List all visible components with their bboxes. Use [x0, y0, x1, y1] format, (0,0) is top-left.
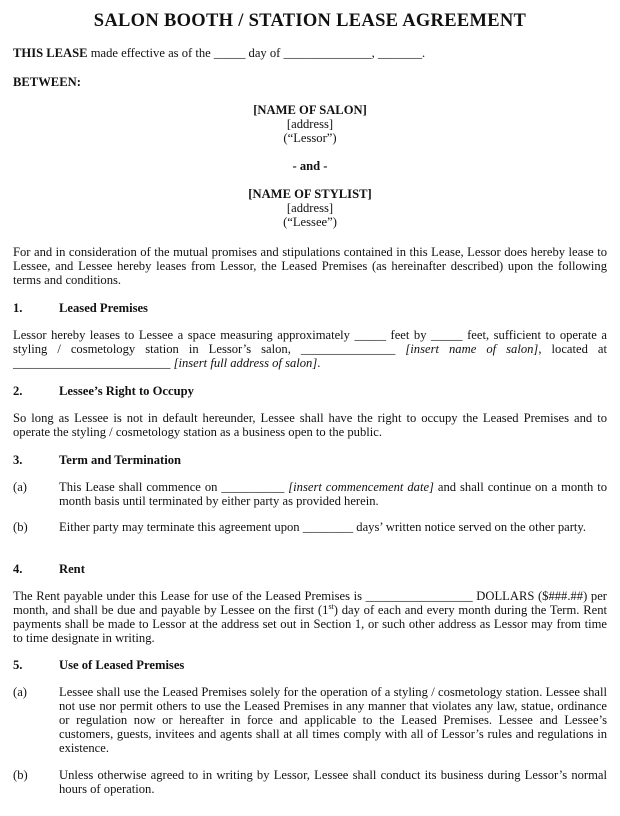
- between-label: BETWEEN:: [13, 75, 81, 89]
- section-3a-item: [13, 480, 607, 508]
- lessee-block: [13, 187, 607, 229]
- placeholder-salon-name: [insert name of salon]: [405, 342, 539, 356]
- section-1-text: [13, 328, 607, 370]
- intro-line: [13, 46, 607, 60]
- section-title: Rent: [59, 562, 85, 576]
- item-label: (a): [13, 685, 27, 699]
- intro-lead: THIS LEASE: [13, 46, 88, 60]
- section-5a-item: [13, 685, 607, 755]
- lessee-role: (“Lessee”): [283, 215, 337, 229]
- item-label: (b): [13, 768, 28, 782]
- section-number: 2.: [13, 384, 23, 398]
- item-text: Unless otherwise agreed to in writing by Lessor, Lessee shall conduct its business during Lessor’s normal hours of operation.: [59, 768, 607, 796]
- item-label: (b): [13, 520, 28, 534]
- placeholder-salon-address: [insert full address of salon]: [173, 356, 318, 370]
- item-text-part: and shall continue on a month to month basis until terminated by either party as provided herein.: [59, 480, 607, 508]
- item-label: (a): [13, 480, 27, 494]
- section-title: Leased Premises: [59, 301, 148, 315]
- section-3b-item: [13, 520, 607, 534]
- section-4-text: [13, 589, 607, 645]
- section-title: Use of Leased Premises: [59, 658, 185, 672]
- lessee-name: [NAME OF STYLIST]: [248, 187, 372, 201]
- item-text: Lessee shall use the Leased Premises solely for the operation of a styling / cosmetology station. Lessee shall not use nor permit others to use the Leased Premises in any manner that violates any law, statue, ordinance or regulation now or hereafter in force and applicable to the Leased Premises. Lessee and Lessee’s customers, guests, invitees and agents shall at all times comply with all of Lessor’s rules and regulations in existence.: [59, 685, 607, 755]
- item-text-part: This Lease shall commence on __________: [59, 480, 289, 494]
- lessor-role: (“Lessor”): [283, 131, 337, 145]
- section-2-text: So long as Lessee is not in default hereunder, Lessee shall have the right to occupy the Leased Premises and to operate the styling / cosmetology station as a business open to the public.: [13, 411, 607, 439]
- lessee-address: [address]: [286, 201, 334, 215]
- rent-text-part: ) day of each and every month during the Term. Rent payments shall be made to Lessor at the address set out in Section 1, or such other address as Lessor may from time to time designate in writing.: [13, 603, 607, 645]
- and-separator: - and -: [292, 159, 328, 173]
- document-title: SALON BOOTH / STATION LEASE AGREEMENT: [93, 11, 527, 31]
- intro-text: made effective as of the _____ day of ______________, _______.: [87, 46, 426, 60]
- section-number: 1.: [13, 301, 23, 315]
- item-text: Either party may terminate this agreement upon ________ days’ written notice served on the other party.: [59, 520, 587, 534]
- section-1-text-part: Lessor hereby leases to Lessee a space measuring approximately _____ feet by _____ feet, sufficient to operate a styling / cosmetology station in Lessor’s salon, _______________: [13, 328, 607, 356]
- section-1-heading: [13, 301, 607, 315]
- section-1-text-part: .: [317, 356, 321, 370]
- section-4-heading: [13, 562, 607, 576]
- section-number: 3.: [13, 453, 23, 467]
- section-5-heading: [13, 658, 607, 672]
- lessor-address: [address]: [286, 117, 334, 131]
- section-number: 4.: [13, 562, 23, 576]
- section-1-text-part: , located at _________________________: [13, 342, 607, 370]
- section-title: Lessee’s Right to Occupy: [59, 384, 194, 398]
- section-2-heading: [13, 384, 607, 398]
- section-5b-item: [13, 768, 607, 796]
- placeholder-commencement-date: [insert commencement date]: [288, 480, 434, 494]
- ordinal-superscript: st: [328, 601, 334, 611]
- item-text: [59, 480, 607, 508]
- section-3-heading: [13, 453, 607, 467]
- section-title: Term and Termination: [59, 453, 181, 467]
- lessor-block: [13, 103, 607, 145]
- recital-paragraph: For and in consideration of the mutual promises and stipulations contained in this Lease, Lessor does hereby lease to Lessee, and Lessee hereby leases from Lessor, the Leased Premises (as hereinafter described) upon the following terms and conditions.: [13, 245, 607, 287]
- section-number: 5.: [13, 658, 23, 672]
- lessor-name: [NAME OF SALON]: [253, 103, 367, 117]
- rent-text-part: The Rent payable under this Lease for use of the Leased Premises is _________________ DOLLARS ($###.##) per month, and shall be due and payable by Lessee on the first (1: [13, 589, 607, 617]
